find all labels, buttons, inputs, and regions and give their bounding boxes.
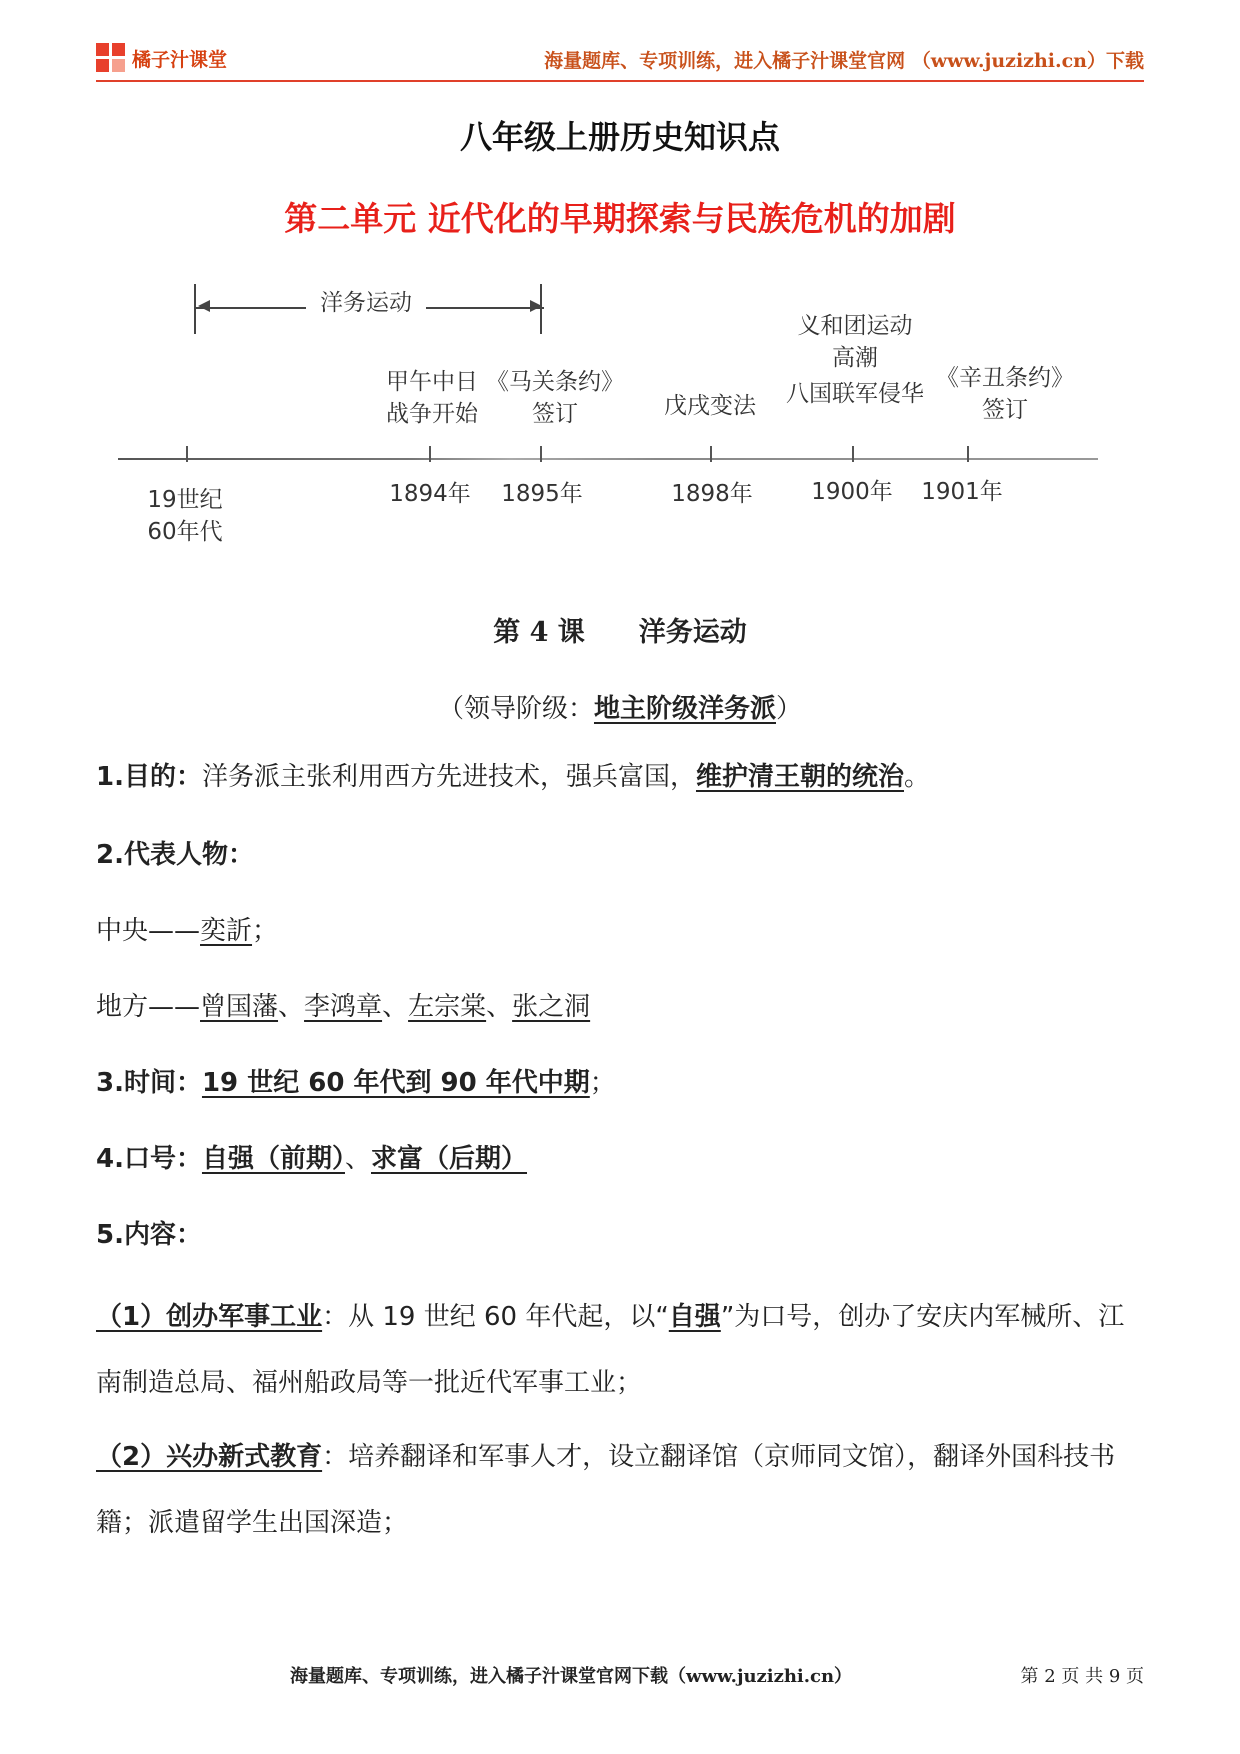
event-1895-label: 《马关条约》 签订 [486,369,624,428]
span-start-mark [194,284,196,334]
page-number: 第 2 页 共 9 页 [1020,1666,1144,1687]
content-heading: 5.内容： [96,1220,202,1250]
span-label: 洋务运动 [306,287,426,319]
tick-1900 [852,446,854,462]
year-start-label: 19世纪 60年代 [147,487,223,546]
tick-1898 [710,446,712,462]
unit-title: 第二单元 近代化的早期探索与民族危机的加剧 [284,199,956,238]
year-1895: 1895年 [501,481,583,507]
representatives-heading: 2.代表人物： [96,840,254,870]
document-title: 八年级上册历史知识点 [459,118,780,156]
tick-start [186,446,188,462]
arrow-left-icon [198,300,210,312]
event-1898-label: 戊戌变法 [664,393,756,419]
central-line: 中央——奕訢； [96,916,279,946]
tick-1895 [540,446,542,462]
year-1900: 1900年 [811,479,893,505]
header-divider [96,80,1144,82]
event-1900-label: 义和团运动 高潮 八国联军侵华 [786,313,924,408]
lesson-title: 第 4 课 洋务运动 [493,617,747,648]
arrow-right-icon [530,300,542,312]
event-1901-label: 《辛丑条约》 签订 [936,365,1074,424]
logo [96,40,227,76]
tick-1901 [967,446,969,462]
content-item-1: （1）创办军事工业：从 19 世纪 60 年代起，以“自强”为口号，创办了安庆内军械所、江南制造总局、福州船政局等一批近代军事工业； [96,1302,1125,1398]
leader-value: 地主阶级洋务派 [593,694,776,724]
year-1894: 1894年 [389,481,471,507]
logo-icon [96,43,126,73]
local-line: 地方——曾国藩、李鸿章、左宗棠、张之洞 [96,992,591,1022]
logo-text: 橘子汁课堂 [132,48,228,71]
purpose-line: 1.目的：洋务派主张利用西方先进技术，强兵富国，维护清王朝的统治。 [96,762,931,792]
event-1894-label: 甲午中日 战争开始 [386,369,478,428]
tick-1894 [429,446,431,462]
year-1901: 1901年 [921,479,1003,505]
time-line: 3.时间：19 世纪 60 年代到 90 年代中期； [96,1068,616,1098]
leader-line: （领导阶级：地主阶级洋务派） [437,694,803,724]
slogan-line: 4.口号：自强（前期）、求富（后期） [96,1144,528,1174]
footer-text: 海量题库、专项训练，进入橘子汁课堂官网下载（www.juzizhi.cn） [290,1666,853,1687]
header-slogan: 海量题库、专项训练，进入橘子汁课堂官网 （www.juzizhi.cn）下载 [544,50,1144,72]
timeline-axis [118,458,1098,460]
year-1898: 1898年 [671,481,753,507]
content-item-2: （2）兴办新式教育：培养翻译和军事人才，设立翻译馆（京师同文馆），翻译外国科技书籍；派遣留学生出国深造； [96,1442,1116,1538]
